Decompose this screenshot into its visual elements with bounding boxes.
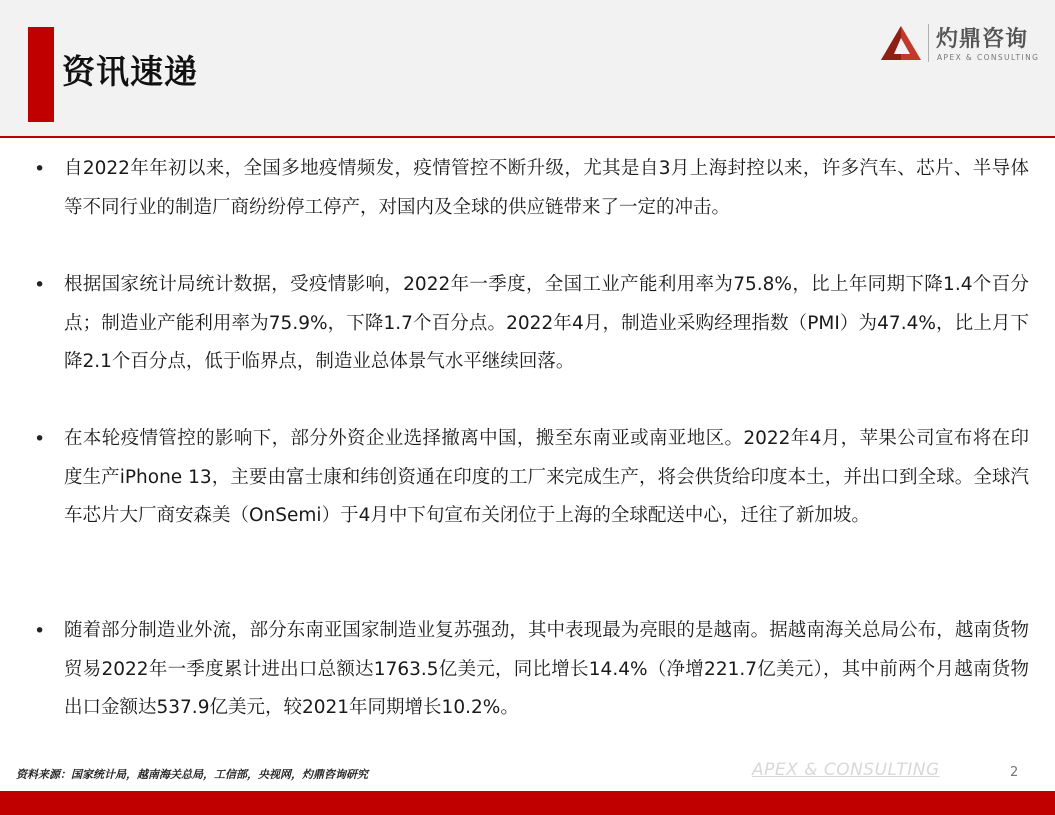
header-divider	[0, 136, 1055, 138]
header-accent-bar	[28, 27, 54, 122]
page-title: 资讯速递	[62, 52, 198, 91]
bullet-dot-icon: •	[34, 620, 46, 642]
bullet-dot-icon: •	[34, 274, 46, 296]
footer-bar	[0, 791, 1055, 815]
page-number: 2	[1010, 765, 1019, 780]
header-band	[0, 0, 1055, 138]
bullet-dot-icon: •	[34, 428, 46, 450]
bullet-dot-icon: •	[34, 158, 46, 180]
bullet-text: 自2022年年初以来，全国多地疫情频发，疫情管控不断升级，尤其是自3月上海封控以来，许多汽车、芯片、半导体等不同行业的制造厂商纷纷停工停产，对国内及全球的供应链带来了一定的冲击。	[64, 158, 1029, 218]
bullet-text: 随着部分制造业外流，部分东南亚国家制造业复苏强劲，其中表现最为亮眼的是越南。据越南海关总局公布，越南货物贸易2022年一季度累计进出口总额达1763.5亿美元，同比增长14.4%（净增221.7亿美元），其中前两个月越南货物出口金额达537.9亿美元，较2021年同期增长10.2%。	[64, 620, 1029, 718]
footer-watermark: APEX & CONSULTING	[752, 760, 940, 780]
logo-separator	[928, 24, 929, 62]
bullet-text: 在本轮疫情管控的影响下，部分外资企业选择撤离中国，搬至东南亚或南亚地区。2022年4月，苹果公司宣布将在印度生产iPhone 13，主要由富士康和纬创资通在印度的工厂来完成生产，将会供货给印度本土，并出口到全球。全球汽车芯片大厂商安森美（OnSemi）于4月中下旬宣布关闭位于上海的全球配送中心，迁往了新加坡。	[64, 428, 1029, 526]
source-note: 资料来源：国家统计局，越南海关总局，工信部，央视网，灼鼎咨询研究	[16, 768, 368, 781]
logo-english-name: APEX & CONSULTING	[937, 53, 1040, 62]
logo-chinese-name: 灼鼎咨询	[936, 27, 1029, 52]
brand-logo	[880, 22, 1050, 66]
triangle-logo-icon	[880, 24, 922, 62]
bullet-text: 根据国家统计局统计数据，受疫情影响，2022年一季度，全国工业产能利用率为75.8%，比上年同期下降1.4个百分点；制造业产能利用率为75.9%，下降1.7个百分点。2022年4月，制造业采购经理指数（PMI）为47.4%，比上月下降2.1个百分点，低于临界点，制造业总体景气水平继续回落。	[64, 274, 1029, 372]
